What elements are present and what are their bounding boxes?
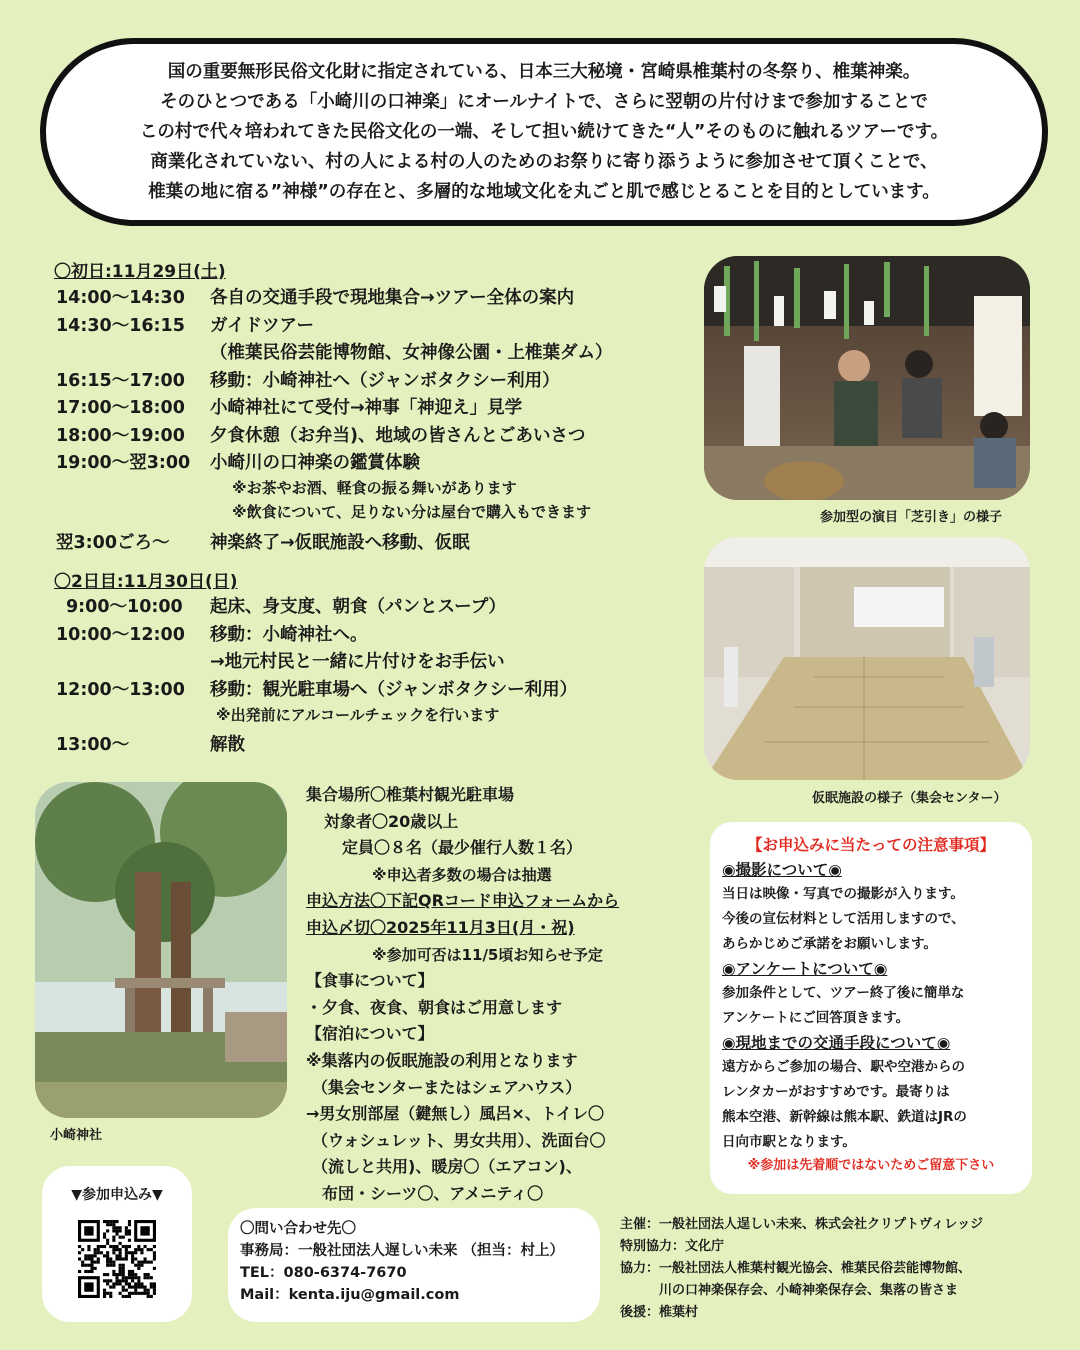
notice-heading: ◉撮影について◉ — [722, 861, 842, 879]
apply-title: ▼参加申込み▼ — [71, 1187, 163, 1203]
schedule-row — [56, 620, 696, 648]
schedule-row — [56, 421, 696, 449]
kagura-photo-image — [704, 256, 1030, 500]
info-line — [306, 835, 706, 862]
schedule-desc: 解散 — [210, 735, 245, 756]
schedule-time: 翌3:00ごろ～ — [56, 532, 170, 553]
schedule-time: 17:00～18:00 — [56, 398, 185, 419]
schedule-desc: （椎葉民俗芸能博物館、女神像公園・上椎葉ダム） — [210, 343, 613, 364]
info-line — [306, 1181, 706, 1208]
sponsor-line: 協力：一般社団法人椎葉村観光協会、椎葉民俗芸能博物館、 — [620, 1261, 972, 1276]
shrine-photo — [35, 782, 287, 1118]
notice-text: 当日は映像・写真での撮影が入ります。 — [722, 886, 964, 902]
intro-line: 椎葉の地に宿る”神様”の存在と、多層的な地域文化を丸ごと肌で感じとることを目的としています。 — [148, 182, 940, 202]
schedule-time: 16:15～17:00 — [56, 370, 185, 391]
info-text: 【宿泊について】 — [306, 1024, 434, 1044]
schedule-desc: 小崎神社にて受付→神事「神迎え」見学 — [210, 398, 523, 419]
schedule-time: 19:00～翌3:00 — [56, 453, 191, 474]
schedule-row — [56, 675, 696, 703]
sponsor-list — [620, 1214, 1070, 1324]
info-text: 【食事について】 — [306, 971, 434, 991]
info-line — [306, 782, 706, 809]
schedule-desc: 夕食休憩（お弁当)、地域の皆さんとごあいさつ — [210, 425, 586, 446]
intro-line: そのひとつである「小崎川の口神楽」にオールナイトで、さらに翌朝の片付けまで参加することで — [160, 92, 928, 112]
schedule-time: 18:00～19:00 — [56, 425, 185, 446]
info-line — [306, 995, 706, 1022]
kagura-photo — [704, 256, 1030, 500]
info-text: 申込〆切〇2025年11月3日(月・祝) — [306, 917, 575, 937]
info-text: ※集落内の仮眠施設の利用となります — [306, 1050, 578, 1070]
shrine-caption: 小崎神社 — [50, 1128, 103, 1143]
sponsor-line: 川の口神楽保存会、小崎神楽保存会、集落の皆さま — [620, 1283, 959, 1298]
intro-line: この村で代々培われてきた民俗文化の一端、そして担い続けてきた“人”そのものに触れるツアーです。 — [139, 122, 949, 142]
schedule-desc: 小崎川の口神楽の鑑賞体験 — [210, 453, 420, 474]
info-text: →男女別部屋（鍵無し）風呂×、トイレ〇 — [306, 1104, 605, 1124]
info-line — [306, 1101, 706, 1128]
schedule-desc: 各自の交通手段で現地集合→ツアー全体の案内 — [210, 288, 575, 309]
info-line — [306, 968, 706, 995]
schedule-row — [56, 647, 696, 675]
schedule-time: 9:00～10:00 — [66, 597, 183, 618]
schedule-row — [56, 393, 696, 421]
notice-text: アンケートにご回答頂きます。 — [722, 1010, 910, 1026]
notice-heading: ◉現地までの交通手段について◉ — [722, 1034, 951, 1052]
intro-box — [40, 38, 1048, 226]
info-line — [306, 862, 706, 889]
contact-line: 事務局：一般社団法人遅しい未来 （担当：村上） — [240, 1243, 565, 1259]
notice-text: レンタカーがおすすめです。最寄りは — [722, 1084, 950, 1100]
info-line — [306, 915, 706, 942]
schedule-time: 14:00～14:30 — [56, 288, 185, 309]
info-text: （集会センターまたはシェアハウス） — [312, 1077, 582, 1097]
notice-text: 今後の宣伝材料として活用しますので、 — [722, 911, 965, 927]
day1-schedule — [56, 283, 696, 555]
info-line — [306, 1154, 706, 1181]
schedule-time: 13:00～ — [56, 735, 130, 756]
day1-heading: 〇初日:11月29日(土) — [54, 262, 226, 282]
notice-text: 日向市駅となります。 — [722, 1134, 856, 1150]
info-text: 布団・シーツ〇、アメニティ〇 — [322, 1183, 544, 1203]
schedule-note: ※お茶やお酒、軽食の振る舞いがあります — [232, 479, 517, 497]
info-text: ※参加可否は11/5頃お知らせ予定 — [372, 945, 603, 964]
contact-email[interactable]: Mail：kenta.iju@gmail.com — [240, 1287, 460, 1303]
schedule-desc: 起床、身支度、朝食（パンとスープ） — [210, 597, 506, 618]
info-text: 定員〇８名（最少催行人数１名） — [342, 838, 583, 858]
info-text: （流しと共用)、暖房〇（エアコン)、 — [312, 1157, 582, 1177]
info-text: 対象者〇20歳以上 — [324, 811, 459, 831]
notice-box — [710, 822, 1032, 1194]
apply-box — [42, 1166, 192, 1322]
day2-schedule — [56, 592, 696, 758]
schedule-note: ※出発前にアルコールチェックを行います — [216, 705, 500, 724]
info-line — [306, 888, 706, 915]
schedule-row — [56, 448, 696, 476]
schedule-desc: 神楽終了→仮眠施設へ移動、仮眠 — [210, 532, 470, 553]
info-line — [306, 1075, 706, 1102]
schedule-time: 14:30～16:15 — [56, 315, 185, 336]
notice-text: 遠方からご参加の場合、駅や空港からの — [722, 1059, 965, 1075]
info-text: ・夕食、夜食、朝食はご用意します — [306, 997, 563, 1017]
shrine-image — [35, 782, 287, 1118]
notice-text: あらかじめご承諾をお願いします。 — [722, 936, 937, 952]
notice-text: 熊本空港、新幹線は熊本駅、鉄道はJRの — [722, 1109, 967, 1125]
sponsor-line: 主催：一般社団法人逞しい未来、株式会社クリプトヴィレッジ — [620, 1217, 984, 1232]
info-text: ※申込者多数の場合は抽選 — [372, 865, 552, 884]
info-line — [306, 1048, 706, 1075]
schedule-row — [56, 311, 696, 339]
schedule-time: 10:00～12:00 — [56, 624, 185, 645]
info-text: 申込方法〇下記QRコード申込フォームから — [306, 891, 620, 911]
kagura-caption: 参加型の演目「芝引き」の様子 — [820, 510, 1003, 525]
notice-text: 参加条件として、ツアー終了後に簡単な — [722, 985, 965, 1001]
intro-line: 国の重要無形民俗文化財に指定されている、日本三大秘境・宮崎県椎葉村の冬祭り、椎葉神楽。 — [167, 62, 921, 82]
schedule-row — [56, 283, 696, 311]
schedule-desc: 移動：観光駐車場へ（ジャンボタクシー利用） — [210, 679, 578, 700]
notice-heading: ◉アンケートについて◉ — [722, 960, 888, 978]
schedule-desc: ガイドツアー — [210, 315, 314, 336]
schedule-time: 12:00～13:00 — [56, 679, 185, 700]
intro-line: 商業化されていない、村の人による村の人のためのお祭りに寄り添うように参加させて頂くことで、 — [150, 152, 938, 172]
info-line — [306, 809, 706, 836]
info-text: 集合場所〇椎葉村観光駐車場 — [306, 785, 515, 804]
schedule-note: ※飲食について、足りない分は屋台で購入もできます — [232, 503, 591, 521]
info-line — [306, 942, 706, 969]
schedule-row — [56, 730, 696, 758]
schedule-desc: →地元村民と一緒に片付けをお手伝い — [210, 652, 505, 673]
rest-facility-image — [704, 537, 1030, 780]
schedule-row — [56, 528, 696, 556]
notice-title: 【お申込みに当たっての注意事項】 — [746, 836, 995, 854]
schedule-row — [56, 366, 696, 394]
sponsor-line: 後援：椎葉村 — [620, 1305, 699, 1320]
contact-line: 〇問い合わせ先〇 — [240, 1221, 356, 1237]
contact-box — [228, 1208, 600, 1322]
sponsor-line: 特別協力：文化庁 — [620, 1239, 725, 1254]
schedule-row — [56, 592, 696, 620]
day2-heading: 〇2日目:11月30日(日) — [54, 572, 238, 592]
rest-facility-caption: 仮眠施設の様子（集会センター） — [812, 791, 1007, 806]
schedule-desc: 移動：小崎神社へ（ジャンボタクシー利用） — [210, 370, 560, 391]
info-text: （ウォシュレット、男女共用）、洗面台〇 — [312, 1130, 606, 1150]
schedule-desc: 移動：小崎神社へ。 — [210, 624, 368, 645]
info-line — [306, 1021, 706, 1048]
contact-phone[interactable]: TEL：080-6374-7670 — [240, 1265, 407, 1281]
notice-remark: ※参加は先着順ではないためご留意下さい — [747, 1158, 995, 1173]
tour-info — [306, 782, 706, 1208]
info-line — [306, 1128, 706, 1155]
schedule-row — [56, 338, 696, 366]
rest-facility-photo — [704, 537, 1030, 780]
qr-code-icon[interactable] — [78, 1220, 156, 1298]
